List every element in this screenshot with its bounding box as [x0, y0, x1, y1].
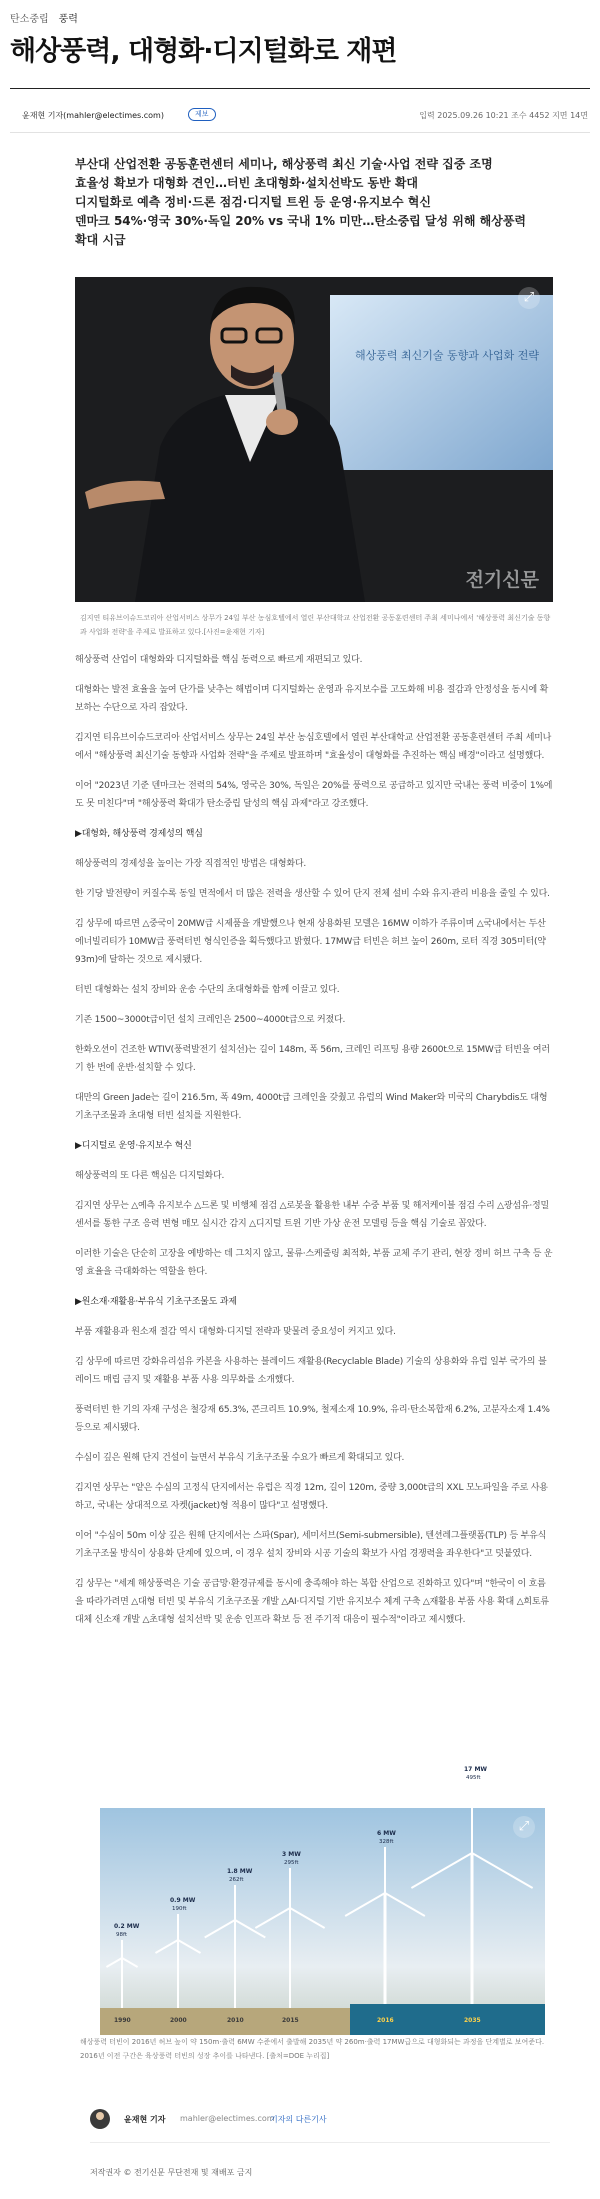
turbine-power-label: 0.9 MW [170, 1897, 196, 1904]
turbine-rotor-label: 190ft [172, 1906, 187, 1912]
body-paragraph: 김 상무에 따르면 강화유리섬유 카본을 사용하는 블레이드 재활용(Recyclable Blade) 기술의 상용화와 유럽 일부 국가의 블레이드 매립 금지 및 재활용 부품 사용 의무화를 소개했다. [75, 1357, 547, 1385]
turbine-power-label: 17 MW [464, 1766, 488, 1773]
turbine-power-label: 6 MW [377, 1830, 396, 1837]
breadcrumb-section[interactable]: 탄소중립 [10, 14, 49, 25]
summary-line: 효율성 확보가 대형화 견인…터빈 초대형화·설치선박도 동반 확대 [75, 176, 419, 190]
body-paragraph: 풍력터빈 한 기의 자재 구성은 철강재 65.3%, 콘크리트 10.9%, 철제소재 10.9%, 유리·탄소복합재 6.2%, 고분자소재 1.4% 등으로 제시됐다. [75, 1405, 550, 1433]
author-more-articles-link[interactable]: 기자의 다른기사 [270, 2115, 327, 2124]
turbine-year-label: 2015 [282, 2017, 299, 2024]
tip-button[interactable]: 제보 [188, 108, 216, 121]
infographic-caption: 해상풍력 터빈이 2016년 허브 높이 약 150m·출력 6MW 수준에서 출발해 2035년 약 260m·출력 17MW급으로 대형화되는 과정을 단계별로 보여준다. 2016년 이전 구간은 육상풍력 터빈의 성장 추이를 나타낸다. [출처=DOE 누리집] [80, 2038, 545, 2060]
section-heading: ▶대형화, 해상풍력 경제성의 핵심 [75, 829, 203, 839]
author-email[interactable]: mahler@electimes.com [180, 2114, 275, 2123]
turbine-rotor-label: 262ft [229, 1877, 244, 1883]
breadcrumb-subsection[interactable]: 풍력 [58, 14, 78, 25]
body-paragraph: 김지연 상무는 "얕은 수심의 고정식 단지에서는 유럽은 직경 12m, 길이 120m, 중량 3,000t급의 XXL 모노파일을 주로 사용하고, 국내는 상대적으로 자켓(jacket)형 적용이 많다"고 설명했다. [75, 1483, 548, 1511]
body-paragraph: 한화오션이 건조한 WTIV(풍력발전기 설치선)는 길이 148m, 폭 56m, 크레인 리프팅 용량 2600t으로 15MW급 터빈을 여러 기 한 번에 운반·설치할 수 있다. [75, 1045, 550, 1073]
article-summary [75, 155, 527, 250]
body-paragraph: 이어 "수심이 50m 이상 깊은 원해 단지에서는 스파(Spar), 세미서브(Semi-submersible), 텐션레그플랫폼(TLP) 등 부유식 기초구조물 방식이 상용화 단계에 있으며, 이 경우 설치 장비와 시공 기술의 확보가 사업 경쟁력을 좌우한다"고 덧붙였다. [75, 1531, 547, 1559]
turbine-rotor-label: 495ft [466, 1775, 481, 1781]
byline-reporter[interactable]: 윤재현 기자(mahler@electimes.com) [22, 111, 164, 120]
body-paragraph: 해상풍력의 또 다른 핵심은 디지털화다. [75, 1171, 225, 1181]
article-body [75, 651, 553, 1641]
turbine-year-label: 2000 [170, 2017, 187, 2024]
summary-line: 부산대 산업전환 공동훈련센터 세미나, 해상풍력 최신 기술·사업 전략 집중 조명 [75, 157, 493, 171]
breadcrumb [10, 10, 78, 24]
author-box [90, 2109, 550, 2129]
body-paragraph: 이어 "2023년 기준 덴마크는 전력의 54%, 영국은 30%, 독일은 20%를 풍력으로 공급하고 있지만 국내는 풍력 비중이 1%에도 못 미친다"며 "해상풍력 확대가 탄소중립 달성의 핵심 과제"라고 강조했다. [75, 781, 553, 809]
turbine-rotor-label: 328ft [379, 1839, 394, 1845]
expand-infographic-icon[interactable]: ⤢ [513, 1816, 535, 1838]
photo-watermark: 전기신문 [465, 569, 539, 591]
photo-caption: 김지연 티유브이슈드코리아 산업서비스 상무가 24일 부산 농심호텔에서 열린 부산대학교 산업전환 공동훈련센터 주최 세미나에서 '해상풍력 최신기술 동향과 사업화 전략'을 주제로 발표하고 있다.[사진=윤재현 기자] [80, 614, 551, 636]
summary-line: 덴마크 54%·영국 30%·독일 20% vs 국내 1% 미만…탄소중립 달성 위해 해상풍력 [75, 214, 527, 228]
body-paragraph: 대만의 Green Jade는 길이 216.5m, 폭 49m, 4000t급 크레인을 갖췄고 유럽의 Wind Maker와 미국의 Charybdis도 대형 기초구조물과 초대형 터빈 설치를 지원한다. [75, 1093, 548, 1121]
author-name[interactable]: 윤재현 기자 [124, 2115, 166, 2124]
body-paragraph: 부품 재활용과 원소재 절감 역시 대형화·디지털 전략과 맞물려 중요성이 커지고 있다. [75, 1327, 396, 1337]
body-paragraph: 대형화는 발전 효율을 높여 단가를 낮추는 해법이며 디지털화는 운영과 유지보수를 고도화해 비용 절감과 안정성을 동시에 확보하는 수단으로 자리 잡았다. [75, 685, 549, 713]
section-heading: ▶디지털로 운영·유지보수 혁신 [75, 1141, 192, 1151]
body-paragraph: 김지연 티유브이슈드코리아 산업서비스 상무는 24일 부산 농심호텔에서 열린 부산대학교 산업전환 공동훈련센터 주최 세미나에서 "해상풍력 최신기술 동향과 사업화 전략"을 주제로 발표하며 "효율성이 대형화를 추진하는 핵심 배경"이라고 설명했다. [75, 733, 552, 761]
slide-title: 해상풍력 최신기술 동향과 사업화 전략 [355, 349, 540, 362]
byline [22, 108, 588, 122]
turbine-year-label: 2010 [227, 2017, 244, 2024]
turbine-rotor-label: 295ft [284, 1860, 299, 1866]
footer-divider [90, 2142, 550, 2143]
author-avatar [90, 2109, 110, 2129]
body-paragraph: 터빈 대형화는 설치 장비와 운송 수단의 초대형화를 함께 이끌고 있다. [75, 985, 340, 995]
body-paragraph: 수심이 깊은 원해 단지 건설이 늘면서 부유식 기초구조물 수요가 빠르게 확대되고 있다. [75, 1453, 405, 1463]
turbine-growth-infographic[interactable] [100, 1766, 545, 2035]
turbine-year-label: 2016 [377, 2017, 394, 2024]
expand-photo-icon[interactable]: ⤢ [518, 287, 540, 309]
article-headline: 해상풍력, 대형화·디지털화로 재편 [10, 36, 397, 67]
turbine-power-label: 3 MW [282, 1851, 301, 1858]
byline-meta: 입력 2025.09.26 10:21 조수 4452 지면 14면 [419, 111, 588, 120]
summary-line: 디지털화로 예측 정비·드론 점검·디지털 트윈 등 운영·유지보수 혁신 [75, 195, 431, 209]
turbine-power-label: 1.8 MW [227, 1868, 253, 1875]
body-paragraph: 한 기당 발전량이 커질수록 동일 면적에서 더 많은 전력을 생산할 수 있어 단지 전체 설비 수와 유지·관리 비용을 줄일 수 있다. [75, 889, 550, 899]
copyright-notice: 저작권자 © 전기신문 무단전재 및 재배포 금지 [90, 2168, 253, 2177]
turbine-rotor-label: 98ft [116, 1932, 127, 1938]
header-divider [10, 88, 590, 89]
body-paragraph: 해상풍력의 경제성을 높이는 가장 직접적인 방법은 대형화다. [75, 859, 306, 869]
turbine-year-label: 2035 [464, 2017, 481, 2024]
body-paragraph: 김 상무에 따르면 △중국이 20MW급 시제품을 개발했으나 현재 상용화된 모델은 16MW 이하가 주류이며 △국내에서는 두산에너빌리티가 10MW급 풍력터빈 형식인증을 획득했다고 밝혔다. 17MW급 터빈은 허브 높이 260m, 로터 직경 305미터(약 93m)에 달하는 것으로 제시됐다. [75, 919, 546, 965]
body-paragraph: 김지연 상무는 △예측 유지보수 △드론 및 비행체 점검 △로봇을 활용한 내부 수중 부품 및 해저케이블 점검 수리 △광섬유·정밀 센서를 통한 구조 응력 변형 매모 실시간 감지 △디지털 트윈 기반 가상 운전 모델링 등을 핵심 기술로 꼽았다. [75, 1201, 550, 1229]
turbine-power-label: 0.2 MW [114, 1923, 140, 1930]
byline-divider [10, 132, 590, 133]
article-photo[interactable] [75, 277, 553, 602]
summary-line: 확대 시급 [75, 233, 126, 247]
body-paragraph: 기존 1500~3000t급이던 설치 크레인은 2500~4000t급으로 커졌다. [75, 1015, 346, 1025]
body-paragraph: 해상풍력 산업이 대형화와 디지털화를 핵심 동력으로 빠르게 재편되고 있다. [75, 655, 363, 665]
body-paragraph: 김 상무는 "세계 해상풍력은 기술 공급망·환경규제를 동시에 충족해야 하는 복합 산업으로 진화하고 있다"며 "한국이 이 흐름을 따라가려면 △대형 터빈 및 부유식 기초구조물 개발 △AI·디지털 기반 유지보수 체계 구축 △재활용 부품 사용 확대 △희토류 대체 신소재 개발 △초대형 설치선박 및 운송 인프라 확보 등 전 주기적 대응이 필수적"이라고 제시했다. [75, 1579, 549, 1625]
turbine-year-label: 1990 [114, 2017, 131, 2024]
speaker-photo-illustration [75, 277, 553, 602]
body-paragraph: 이러한 기술은 단순히 고장을 예방하는 데 그치지 않고, 물류·스케줄링 최적화, 부품 교체 주기 관리, 현장 정비 허브 구축 등 운영 효율을 극대화하는 역할을 한다. [75, 1249, 553, 1277]
section-heading: ▶원소재·재활용·부유식 기초구조물도 과제 [75, 1297, 237, 1307]
turbine-growth-illustration [100, 1766, 545, 2035]
